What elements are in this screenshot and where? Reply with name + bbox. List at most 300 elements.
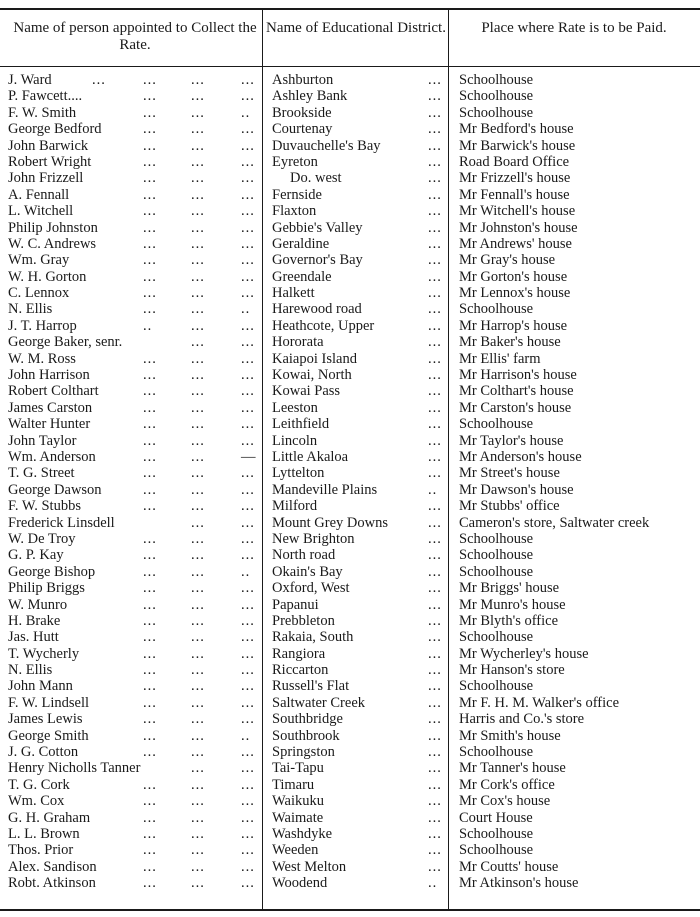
district-name: Papanui: [272, 596, 319, 613]
table-row: [0, 121, 700, 137]
district-name: Ashley Bank: [272, 88, 348, 105]
table-row: [0, 318, 700, 334]
payment-place: Schoolhouse: [459, 678, 534, 695]
dot-leader: ...: [428, 596, 442, 613]
dot-leader: ...: [143, 170, 157, 187]
payment-place: Mr Gorton's house: [459, 268, 568, 285]
dot-leader: ...: [191, 776, 205, 793]
dot-leader: ...: [191, 301, 205, 318]
table-body: [0, 72, 700, 892]
payment-place: Mr Gray's house: [459, 252, 556, 269]
dot-leader: ...: [143, 612, 157, 629]
table-row: [0, 351, 700, 367]
dot-leader: ...: [428, 334, 442, 351]
dot-leader: ...: [143, 367, 157, 384]
payment-place: Mr Carston's house: [459, 399, 572, 416]
payment-place: Schoolhouse: [459, 416, 534, 433]
district-name: Rangiora: [272, 645, 326, 662]
collector-name: J. T. Harrop: [8, 317, 77, 334]
dot-leader: ...: [143, 596, 157, 613]
district-name: Prebbleton: [272, 612, 335, 629]
table-row: [0, 449, 700, 465]
table-row: [0, 88, 700, 104]
dot-leader: ...: [191, 612, 205, 629]
dot-leader: ...: [241, 825, 255, 842]
dot-leader: ...: [143, 432, 157, 449]
payment-place: Mr Witchell's house: [459, 203, 576, 220]
dot-leader: ...: [428, 727, 442, 744]
district-name: Rakaia, South: [272, 629, 354, 646]
dot-leader: ...: [428, 662, 442, 679]
collector-name: Robert Colthart: [8, 383, 99, 400]
payment-place: Mr F. H. M. Walker's office: [459, 694, 620, 711]
dot-leader: ...: [191, 350, 205, 367]
district-name: Courtenay: [272, 121, 333, 138]
dot-leader: ...: [191, 104, 205, 121]
dot-leader: ...: [191, 285, 205, 302]
dot-leader: ...: [191, 727, 205, 744]
dot-leader: ...: [143, 137, 157, 154]
district-name: Russell's Flat: [272, 678, 350, 695]
district-name: Timaru: [272, 776, 315, 793]
dot-leader: ...: [143, 88, 157, 105]
table-row: [0, 334, 700, 350]
dot-leader: ...: [143, 629, 157, 646]
dot-leader: ...: [143, 875, 157, 892]
dot-leader: ...: [191, 842, 205, 859]
dot-leader: ...: [428, 367, 442, 384]
district-name: West Melton: [272, 858, 347, 875]
dot-leader: ...: [191, 170, 205, 187]
dot-leader: ...: [143, 104, 157, 121]
dot-leader: ...: [241, 219, 255, 236]
dot-leader: ...: [191, 875, 205, 892]
dot-leader: ...: [143, 268, 157, 285]
collector-name: W. Munro: [8, 596, 68, 613]
district-name: Gebbie's Valley: [272, 219, 363, 236]
dot-leader: ...: [143, 793, 157, 810]
dot-leader: ...: [143, 498, 157, 515]
district-name: Tai-Tapu: [272, 760, 324, 777]
dot-leader: ...: [143, 580, 157, 597]
dot-leader: ...: [428, 465, 442, 482]
dot-leader: ...: [191, 744, 205, 761]
payment-place: Mr Munro's house: [459, 596, 566, 613]
dot-leader: ...: [241, 481, 255, 498]
district-name: Kowai Pass: [272, 383, 341, 400]
dot-leader: ...: [428, 776, 442, 793]
dot-leader: ...: [191, 186, 205, 203]
dot-leader: ...: [428, 448, 442, 465]
dot-leader: ...: [143, 842, 157, 859]
district-name: Do. west: [290, 170, 342, 187]
payment-place: Schoolhouse: [459, 547, 534, 564]
payment-place: Schoolhouse: [459, 88, 534, 105]
dot-leader: ...: [191, 416, 205, 433]
dot-leader: ...: [241, 432, 255, 449]
dot-leader: ...: [191, 760, 205, 777]
dot-leader: ..: [428, 875, 438, 892]
table-row: [0, 105, 700, 121]
table-row: [0, 629, 700, 645]
collector-name: L. L. Brown: [8, 825, 80, 842]
dot-leader: ...: [191, 88, 205, 105]
payment-place: Schoolhouse: [459, 629, 534, 646]
payment-place: Schoolhouse: [459, 104, 534, 121]
dot-leader: ...: [191, 662, 205, 679]
dot-leader: ...: [143, 645, 157, 662]
dot-leader: ...: [143, 825, 157, 842]
district-name: Southbridge: [272, 711, 343, 728]
payment-place: Mr Fennall's house: [459, 186, 570, 203]
collector-name: Henry Nicholls Tanner: [8, 760, 141, 777]
payment-place: Mr Cox's house: [459, 793, 551, 810]
collector-name: John Barwick: [8, 137, 89, 154]
dot-leader: ...: [241, 612, 255, 629]
dot-leader: ...: [191, 825, 205, 842]
dot-leader: ...: [191, 203, 205, 220]
dot-leader: ...: [241, 629, 255, 646]
payment-place: Mr Dawson's house: [459, 481, 574, 498]
dot-leader: ...: [191, 235, 205, 252]
dot-leader: ...: [241, 252, 255, 269]
dot-leader: ..: [241, 301, 251, 318]
table-row: [0, 728, 700, 744]
dot-leader: ...: [428, 825, 442, 842]
dot-leader: ...: [241, 88, 255, 105]
dot-leader: ...: [191, 793, 205, 810]
table-row: [0, 711, 700, 727]
header-place: Place where Rate is to be Paid.: [481, 20, 667, 36]
dot-leader: ...: [428, 88, 442, 105]
collector-name: J. Ward: [8, 72, 52, 88]
dot-leader: ...: [241, 268, 255, 285]
payment-place: Mr Colthart's house: [459, 383, 574, 400]
district-name: Fernside: [272, 186, 322, 203]
collector-name: Philip Johnston: [8, 219, 98, 236]
dot-leader: ...: [143, 744, 157, 761]
table-row: [0, 301, 700, 317]
dot-leader: ...: [191, 596, 205, 613]
table-row: [0, 482, 700, 498]
dot-leader: ...: [428, 744, 442, 761]
payment-place: Mr Blyth's office: [459, 612, 559, 629]
collector-name: W. De Troy: [8, 530, 76, 547]
table-row: [0, 170, 700, 186]
dot-leader: ...: [143, 235, 157, 252]
district-name: Hororata: [272, 334, 324, 351]
table-row: [0, 547, 700, 563]
dot-leader: ...: [143, 383, 157, 400]
dot-leader: ...: [143, 448, 157, 465]
table-row: [0, 662, 700, 678]
collector-name: Alex. Sandison: [8, 858, 97, 875]
payment-place: Mr Ellis' farm: [459, 350, 541, 367]
header-district: Name of Educational District.: [266, 20, 446, 36]
dot-leader: ...: [241, 317, 255, 334]
dot-leader: ...: [191, 317, 205, 334]
dot-leader: ...: [191, 498, 205, 515]
dot-leader: ...: [191, 153, 205, 170]
dot-leader: —: [241, 448, 257, 465]
table-row: [0, 498, 700, 514]
table-row: [0, 367, 700, 383]
dot-leader: ...: [191, 465, 205, 482]
table-row: [0, 203, 700, 219]
dot-leader: ...: [241, 776, 255, 793]
dot-leader: ...: [428, 858, 442, 875]
dot-leader: ...: [143, 153, 157, 170]
dot-leader: ...: [428, 186, 442, 203]
payment-place: Mr Tanner's house: [459, 760, 566, 777]
dot-leader: ...: [428, 645, 442, 662]
district-name: Ashburton: [272, 72, 334, 88]
district-name: Flaxton: [272, 203, 317, 220]
payment-place: Schoolhouse: [459, 842, 534, 859]
collector-name: F. W. Smith: [8, 104, 77, 121]
payment-place: Mr Johnston's house: [459, 219, 578, 236]
dot-leader: ...: [428, 383, 442, 400]
header-rule: [0, 66, 700, 67]
payment-place: Road Board Office: [459, 153, 570, 170]
dot-leader: ...: [241, 367, 255, 384]
dot-leader: ...: [241, 153, 255, 170]
dot-leader: ...: [428, 580, 442, 597]
dot-leader: ..: [428, 481, 438, 498]
dot-leader: ..: [241, 104, 251, 121]
dot-leader: ...: [191, 137, 205, 154]
dot-leader: ...: [428, 268, 442, 285]
collector-name: Robert Wright: [8, 153, 92, 170]
table-row: [0, 465, 700, 481]
collector-name: W. H. Gorton: [8, 268, 87, 285]
dot-leader: ...: [428, 793, 442, 810]
district-name: Woodend: [272, 875, 328, 892]
dot-leader: ...: [143, 678, 157, 695]
dot-leader: ...: [241, 858, 255, 875]
table-row: [0, 777, 700, 793]
dot-leader: ...: [191, 645, 205, 662]
collector-name: F. W. Lindsell: [8, 694, 90, 711]
district-name: Eyreton: [272, 153, 318, 170]
collector-name: John Frizzell: [8, 170, 84, 187]
district-name: Weeden: [272, 842, 319, 859]
dot-leader: ...: [428, 432, 442, 449]
payment-place: Mr Street's house: [459, 465, 560, 482]
dot-leader: ...: [191, 694, 205, 711]
dot-leader: ...: [428, 760, 442, 777]
dot-leader: ...: [143, 416, 157, 433]
dot-leader: ...: [143, 858, 157, 875]
dot-leader: ...: [241, 744, 255, 761]
dot-leader: ...: [191, 514, 205, 531]
dot-leader: ...: [428, 153, 442, 170]
dot-leader: ...: [241, 465, 255, 482]
collector-name: James Carston: [8, 399, 93, 416]
table-row: [0, 744, 700, 760]
dot-leader: ...: [143, 662, 157, 679]
header-collector: Name of person appointed to Collect the Rate.: [13, 20, 257, 53]
payment-place: Schoolhouse: [459, 72, 534, 88]
dot-leader: ...: [428, 711, 442, 728]
collector-name: Wm. Gray: [8, 252, 70, 269]
payment-place: Schoolhouse: [459, 301, 534, 318]
dot-leader: ...: [191, 547, 205, 564]
dot-leader: ...: [428, 104, 442, 121]
dot-leader: ...: [191, 530, 205, 547]
table-row: [0, 285, 700, 301]
dot-leader: ...: [143, 727, 157, 744]
dot-leader: ...: [428, 235, 442, 252]
district-name: Brookside: [272, 104, 332, 121]
district-name: Lincoln: [272, 432, 318, 449]
collector-name: Walter Hunter: [8, 416, 91, 433]
dot-leader: ...: [428, 219, 442, 236]
collector-name: W. C. Andrews: [8, 235, 97, 252]
payment-place: Cameron's store, Saltwater creek: [459, 514, 650, 531]
district-name: Harewood road: [272, 301, 362, 318]
table-row: [0, 187, 700, 203]
dot-leader: ...: [241, 760, 255, 777]
collector-name: T. G. Street: [8, 465, 75, 482]
district-name: Milford: [272, 498, 318, 515]
table-row: [0, 220, 700, 236]
dot-leader: ...: [191, 580, 205, 597]
collector-name: John Taylor: [8, 432, 77, 449]
table-row: [0, 842, 700, 858]
dot-leader: ...: [143, 809, 157, 826]
payment-place: Mr Frizzell's house: [459, 170, 571, 187]
payment-place: Mr Barwick's house: [459, 137, 576, 154]
district-name: New Brighton: [272, 530, 355, 547]
collector-name: George Bishop: [8, 563, 96, 580]
payment-place: Schoolhouse: [459, 530, 534, 547]
collector-name: W. M. Ross: [8, 350, 76, 367]
dot-leader: ...: [143, 72, 157, 88]
collector-name: John Mann: [8, 678, 73, 695]
dot-leader: ...: [92, 72, 106, 88]
district-name: Duvauchelle's Bay: [272, 137, 381, 154]
dot-leader: ...: [241, 137, 255, 154]
dot-leader: ...: [241, 498, 255, 515]
dot-leader: ...: [241, 875, 255, 892]
dot-leader: ...: [143, 252, 157, 269]
dot-leader: ...: [428, 121, 442, 138]
dot-leader: ...: [241, 711, 255, 728]
dot-leader: ...: [241, 662, 255, 679]
dot-leader: ...: [143, 350, 157, 367]
collector-name: Wm. Anderson: [8, 448, 96, 465]
dot-leader: ...: [191, 334, 205, 351]
collector-name: G. P. Kay: [8, 547, 64, 564]
dot-leader: ...: [241, 350, 255, 367]
dot-leader: ...: [241, 580, 255, 597]
payment-place: Mr Baker's house: [459, 334, 561, 351]
collector-name: Thos. Prior: [8, 842, 74, 859]
dot-leader: ...: [143, 530, 157, 547]
table-row: [0, 580, 700, 596]
bottom-rule: [0, 909, 700, 911]
dot-leader: ...: [191, 432, 205, 449]
dot-leader: ...: [428, 629, 442, 646]
table-row: [0, 678, 700, 694]
dot-leader: ...: [428, 72, 442, 88]
table-row: [0, 269, 700, 285]
dot-leader: ...: [241, 416, 255, 433]
collector-name: Jas. Hutt: [8, 629, 59, 646]
dot-leader: ...: [143, 186, 157, 203]
district-name: Springston: [272, 744, 335, 761]
table-row: [0, 154, 700, 170]
dot-leader: ...: [191, 809, 205, 826]
collector-name: Philip Briggs: [8, 580, 85, 597]
table-row: [0, 859, 700, 875]
dot-leader: ...: [428, 350, 442, 367]
dot-leader: ...: [143, 465, 157, 482]
dot-leader: ...: [241, 842, 255, 859]
dot-leader: ...: [191, 481, 205, 498]
dot-leader: ...: [143, 219, 157, 236]
district-name: Southbrook: [272, 727, 340, 744]
collector-name: James Lewis: [8, 711, 83, 728]
payment-place: Schoolhouse: [459, 744, 534, 761]
table-row: [0, 613, 700, 629]
table-row: [0, 433, 700, 449]
dot-leader: ...: [143, 694, 157, 711]
collector-name: Wm. Cox: [8, 793, 65, 810]
dot-leader: ...: [191, 383, 205, 400]
dot-leader: ...: [428, 547, 442, 564]
table-row: [0, 252, 700, 268]
collector-name: John Harrison: [8, 367, 90, 384]
dot-leader: ...: [143, 301, 157, 318]
table-row: [0, 760, 700, 776]
payment-place: Mr Atkinson's house: [459, 875, 579, 892]
collector-name: H. Brake: [8, 612, 61, 629]
table-row: [0, 564, 700, 580]
payment-place: Mr Wycherley's house: [459, 645, 589, 662]
dot-leader: ...: [428, 530, 442, 547]
dot-leader: ...: [428, 301, 442, 318]
payment-place: Mr Stubbs' office: [459, 498, 560, 515]
dot-leader: ...: [241, 72, 255, 88]
payment-place: Mr Smith's house: [459, 727, 561, 744]
payment-place: Mr Anderson's house: [459, 448, 582, 465]
dot-leader: ...: [191, 448, 205, 465]
district-name: Mount Grey Downs: [272, 514, 388, 531]
dot-leader: ...: [143, 711, 157, 728]
payment-place: Schoolhouse: [459, 825, 534, 842]
table-row: [0, 72, 700, 88]
dot-leader: ...: [143, 285, 157, 302]
dot-leader: ...: [428, 416, 442, 433]
dot-leader: ...: [191, 563, 205, 580]
dot-leader: ...: [143, 547, 157, 564]
payment-place: Mr Andrews' house: [459, 235, 572, 252]
dot-leader: ...: [428, 317, 442, 334]
district-name: North road: [272, 547, 336, 564]
dot-leader: ...: [428, 203, 442, 220]
dot-leader: ...: [428, 678, 442, 695]
dot-leader: ...: [191, 72, 205, 88]
table-row: [0, 416, 700, 432]
dot-leader: ...: [241, 793, 255, 810]
district-name: Okain's Bay: [272, 563, 343, 580]
dot-leader: ...: [241, 530, 255, 547]
district-name: Waikuku: [272, 793, 324, 810]
district-name: Kowai, North: [272, 367, 352, 384]
payment-place: Court House: [459, 809, 533, 826]
